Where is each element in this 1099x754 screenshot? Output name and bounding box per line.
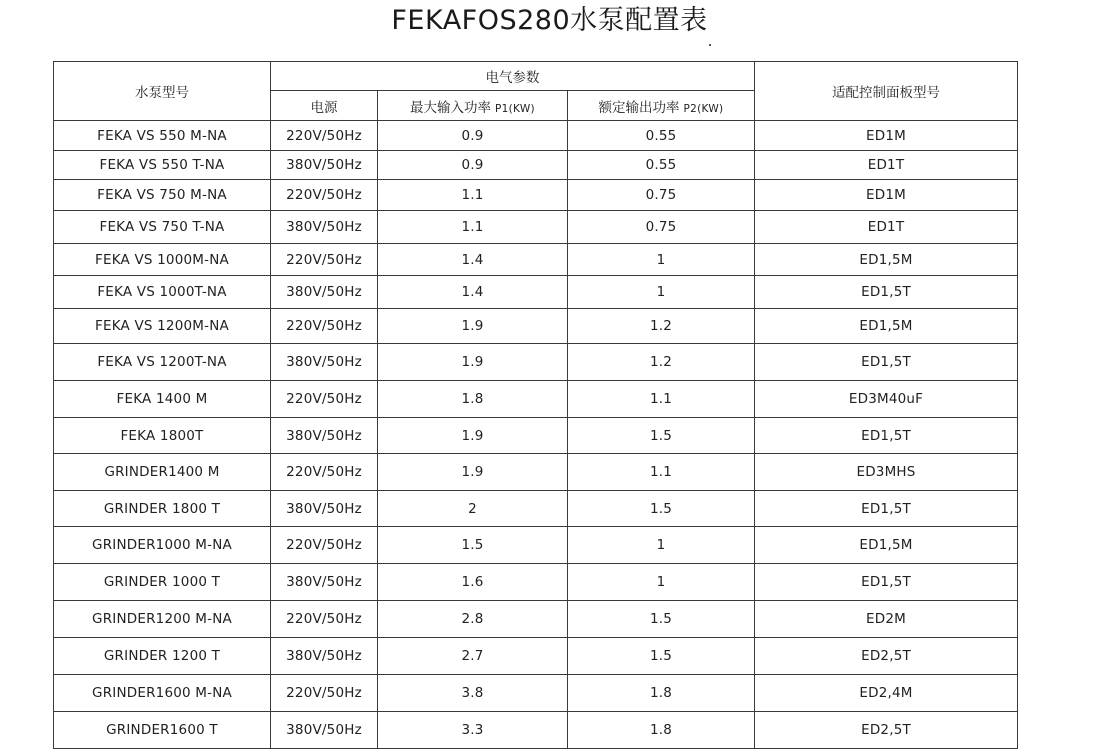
cell-p2: 0.55 [568, 121, 755, 151]
header-p2-label: 额定输出功率 [598, 99, 680, 116]
cell-panel: ED1,5T [755, 418, 1018, 454]
cell-power: 380V/50Hz [271, 211, 378, 244]
cell-power: 380V/50Hz [271, 712, 378, 749]
cell-p1: 1.5 [378, 527, 568, 564]
table-row [54, 244, 1018, 276]
pump-config-table [53, 61, 1018, 749]
cell-p1: 0.9 [378, 151, 568, 180]
cell-p1: 1.6 [378, 564, 568, 601]
cell-p2: 1 [568, 564, 755, 601]
header-model: 水泵型号 [54, 62, 271, 121]
cell-panel: ED1M [755, 121, 1018, 151]
cell-p2: 1 [568, 244, 755, 276]
cell-power: 220V/50Hz [271, 601, 378, 638]
header-panel: 适配控制面板型号 [755, 62, 1018, 121]
table-row [54, 121, 1018, 151]
cell-p1: 1.9 [378, 454, 568, 491]
cell-model: GRINDER 1000 T [54, 564, 271, 601]
table-row [54, 344, 1018, 381]
header-p1-label: 最大输入功率 [410, 99, 492, 116]
cell-p1: 1.8 [378, 381, 568, 418]
cell-power: 220V/50Hz [271, 180, 378, 211]
cell-panel: ED3MHS [755, 454, 1018, 491]
cell-model: FEKA VS 1200M-NA [54, 309, 271, 344]
table-row [54, 454, 1018, 491]
table-row [54, 381, 1018, 418]
cell-model: GRINDER1600 T [54, 712, 271, 749]
cell-model: FEKA 1800T [54, 418, 271, 454]
cell-p2: 1.5 [568, 638, 755, 675]
cell-panel: ED1,5T [755, 564, 1018, 601]
cell-p1: 0.9 [378, 121, 568, 151]
cell-model: FEKA VS 1200T-NA [54, 344, 271, 381]
cell-power: 380V/50Hz [271, 151, 378, 180]
table-row [54, 276, 1018, 309]
table-row [54, 675, 1018, 712]
cell-model: GRINDER1600 M-NA [54, 675, 271, 712]
cell-panel: ED2,5T [755, 638, 1018, 675]
cell-model: FEKA VS 550 T-NA [54, 151, 271, 180]
cell-panel: ED2,5T [755, 712, 1018, 749]
header-power-source: 电源 [271, 91, 378, 121]
cell-power: 220V/50Hz [271, 244, 378, 276]
cell-p2: 0.75 [568, 211, 755, 244]
cell-p1: 1.1 [378, 211, 568, 244]
cell-power: 220V/50Hz [271, 309, 378, 344]
cell-power: 220V/50Hz [271, 381, 378, 418]
cell-p2: 1.2 [568, 309, 755, 344]
cell-panel: ED1,5M [755, 309, 1018, 344]
cell-panel: ED1T [755, 151, 1018, 180]
table-row [54, 151, 1018, 180]
cell-p1: 1.9 [378, 309, 568, 344]
cell-p2: 1.2 [568, 344, 755, 381]
cell-p2: 1 [568, 527, 755, 564]
cell-p2: 0.55 [568, 151, 755, 180]
cell-panel: ED1,5M [755, 244, 1018, 276]
cell-model: FEKA VS 1000M-NA [54, 244, 271, 276]
cell-p2: 1.5 [568, 491, 755, 527]
cell-p1: 2.7 [378, 638, 568, 675]
cell-power: 220V/50Hz [271, 454, 378, 491]
cell-p1: 1.4 [378, 244, 568, 276]
cell-p2: 0.75 [568, 180, 755, 211]
cell-panel: ED2,4M [755, 675, 1018, 712]
page-title: FEKAFOS280水泵配置表 [391, 5, 708, 36]
table-row [54, 418, 1018, 454]
header-p2 [568, 91, 755, 121]
cell-p1: 1.9 [378, 344, 568, 381]
cell-power: 380V/50Hz [271, 276, 378, 309]
table-row [54, 211, 1018, 244]
cell-power: 380V/50Hz [271, 638, 378, 675]
cell-p2: 1.8 [568, 712, 755, 749]
cell-p2: 1.1 [568, 454, 755, 491]
cell-p1: 2.8 [378, 601, 568, 638]
cell-p1: 1.1 [378, 180, 568, 211]
table-row [54, 491, 1018, 527]
cell-panel: ED1,5T [755, 491, 1018, 527]
cell-p1: 1.4 [378, 276, 568, 309]
table-row [54, 638, 1018, 675]
cell-model: FEKA VS 550 M-NA [54, 121, 271, 151]
table-row [54, 564, 1018, 601]
cell-power: 380V/50Hz [271, 344, 378, 381]
cell-power: 380V/50Hz [271, 564, 378, 601]
header-p2-unit: P2(KW) [683, 102, 724, 115]
cell-model: GRINDER1000 M-NA [54, 527, 271, 564]
header-electrical: 电气参数 [271, 62, 755, 91]
cell-model: FEKA VS 750 M-NA [54, 180, 271, 211]
header-p1 [378, 91, 568, 121]
cell-p2: 1 [568, 276, 755, 309]
header-row-1 [54, 62, 1018, 91]
table-row [54, 527, 1018, 564]
cell-model: FEKA VS 750 T-NA [54, 211, 271, 244]
cell-p1: 3.3 [378, 712, 568, 749]
cell-power: 380V/50Hz [271, 491, 378, 527]
cell-panel: ED1M [755, 180, 1018, 211]
cell-model: FEKA VS 1000T-NA [54, 276, 271, 309]
cell-panel: ED3M40uF [755, 381, 1018, 418]
cell-p2: 1.8 [568, 675, 755, 712]
cell-power: 220V/50Hz [271, 121, 378, 151]
cell-model: GRINDER 1800 T [54, 491, 271, 527]
cell-p1: 3.8 [378, 675, 568, 712]
cell-panel: ED2M [755, 601, 1018, 638]
table-row [54, 601, 1018, 638]
cell-p2: 1.5 [568, 601, 755, 638]
header-p1-unit: P1(KW) [495, 102, 535, 115]
cell-model: GRINDER1400 M [54, 454, 271, 491]
cell-p2: 1.5 [568, 418, 755, 454]
table-row [54, 309, 1018, 344]
cell-panel: ED1,5T [755, 276, 1018, 309]
cell-panel: ED1T [755, 211, 1018, 244]
cell-model: GRINDER 1200 T [54, 638, 271, 675]
table-row [54, 712, 1018, 749]
cell-p1: 2 [378, 491, 568, 527]
cell-model: GRINDER1200 M-NA [54, 601, 271, 638]
table-row [54, 180, 1018, 211]
cell-panel: ED1,5M [755, 527, 1018, 564]
cell-panel: ED1,5T [755, 344, 1018, 381]
cell-model: FEKA 1400 M [54, 381, 271, 418]
cell-power: 220V/50Hz [271, 527, 378, 564]
cell-p1: 1.9 [378, 418, 568, 454]
cell-p2: 1.1 [568, 381, 755, 418]
table-body [54, 121, 1018, 749]
cell-power: 220V/50Hz [271, 675, 378, 712]
stray-dot [709, 44, 711, 46]
cell-power: 380V/50Hz [271, 418, 378, 454]
